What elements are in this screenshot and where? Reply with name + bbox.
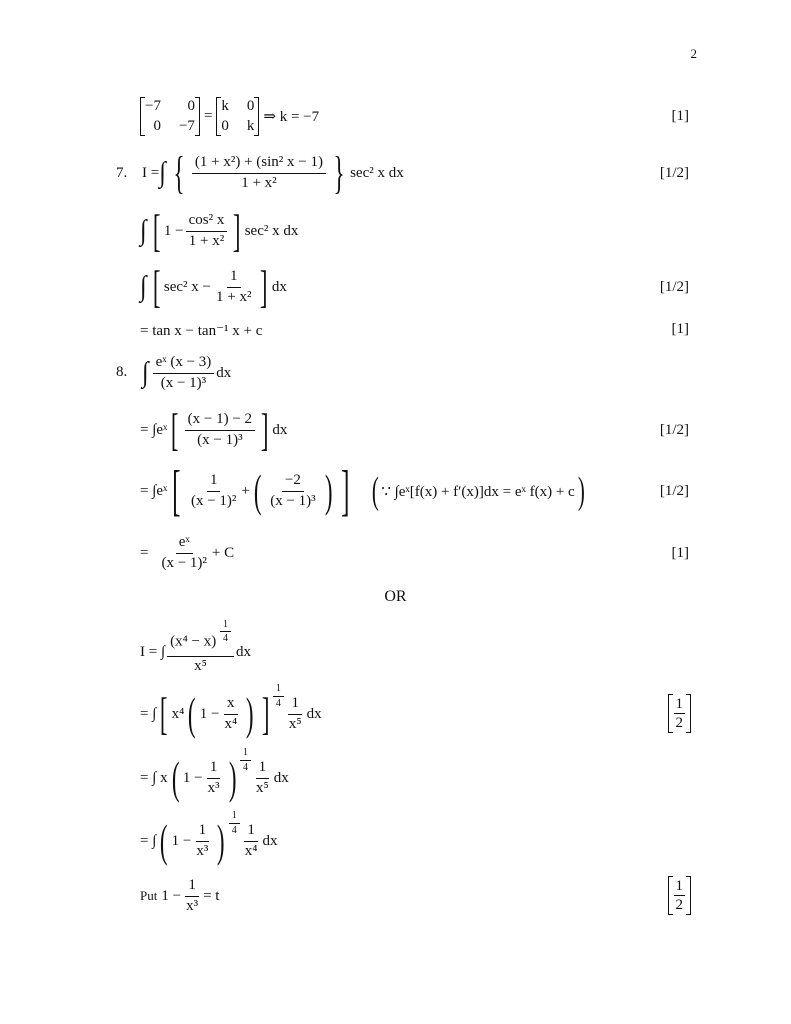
integral-sign: ∫ — [142, 357, 149, 389]
mark-half-bracketed: $\frac{1}{2}$ — [668, 694, 692, 733]
property-note: ∵ ∫eˣ[f(x) + f′(x)]dx = eˣ f(x) + c — [381, 483, 575, 500]
mark-one: [1] — [671, 321, 689, 337]
matrix-left: −7 0 0 −7 — [140, 97, 200, 136]
q7-result: = tan x − tan⁻¹ x + c — [140, 323, 263, 339]
mark-one: [1] — [671, 545, 689, 561]
q8-line-1: ∫ $\frac{\text{eˣ (x − 3)}}{\text{(x − 1)³}}$ dx — [142, 354, 232, 391]
alt-line-5: Put 1 − $\frac{1}{\text{x³}}$ = t — [140, 877, 220, 914]
q7-line-3: ∫ [ sec² x − $\frac{1}{\text{1 + x²}}$ ] dx — [140, 261, 287, 312]
alt-line-2: = ∫ [ x⁴ ( 1 − $\frac{x}{\text{x⁴}}$ ) ] $\frac{1}{4}$ $\frac{1}{\text{x⁵}}$ dx — [140, 683, 322, 739]
matrix-equation: −7 0 0 −7 = k 0 0 k ⇒ k = −7 — [140, 94, 319, 138]
q7-line-2: ∫ [ 1 − $\frac{\text{cos² x}}{\text{1 + x²}}$ ] sec² x dx — [140, 205, 299, 256]
page-number: 2 — [690, 46, 697, 61]
integral-sign: ∫ — [159, 157, 166, 189]
alt-line-3: = ∫ x ( 1 − $\frac{1}{\text{x³}}$ ) $\frac{1}{4}$ $\frac{1}{\text{x⁵}}$ dx — [140, 747, 289, 803]
q7-line-1: I = ∫ { $\frac{\text{(1 + x²) + (sin² x − 1)}}{\text{1 + x²}}$ } sec² x dx — [142, 147, 404, 198]
matrix-right: k 0 0 k — [216, 97, 259, 136]
mark-half: [1/2] — [659, 422, 689, 438]
matrix-result: ⇒ k = −7 — [263, 108, 320, 125]
mark-half: [1/2] — [659, 165, 689, 181]
integral-sign: ∫ — [140, 215, 147, 247]
q8-line-4: = $\frac{\text{eˣ}}{\text{(x − 1)²}}$ + C — [140, 534, 235, 571]
question-number-7: 7. — [116, 165, 128, 181]
integral-sign: ∫ — [140, 271, 147, 303]
mark-half: [1/2] — [659, 279, 689, 295]
or-divider: OR — [384, 588, 407, 605]
question-number-8: 8. — [116, 364, 128, 380]
q8-line-2: = ∫eˣ [ $\frac{(x - 1) - 2}{\text{(x − 1)³}}$ ] dx — [140, 404, 288, 455]
mark-one: [1] — [671, 108, 689, 124]
q8-line-3: = ∫eˣ [ $\frac{1}{\text{(x − 1)²}}$ + ( $\frac{-2}{\text{(x − 1)³}}$ ) ] ( ∵ ∫eˣ[f(x) + f′(x)]dx = eˣ f(x) + c ) — [140, 460, 585, 522]
alt-line-1: I = ∫ (x⁴ − x) $\frac{1}{4}$ x⁵ dx — [140, 618, 252, 674]
mark-half-bracketed: $\frac{1}{2}$ — [668, 876, 692, 915]
mark-half: [1/2] — [659, 483, 689, 499]
alt-line-4: = ∫ ( 1 − $\frac{1}{\text{x³}}$ ) $\frac{1}{4}$ $\frac{1}{\text{x⁴}}$ dx — [140, 810, 278, 866]
